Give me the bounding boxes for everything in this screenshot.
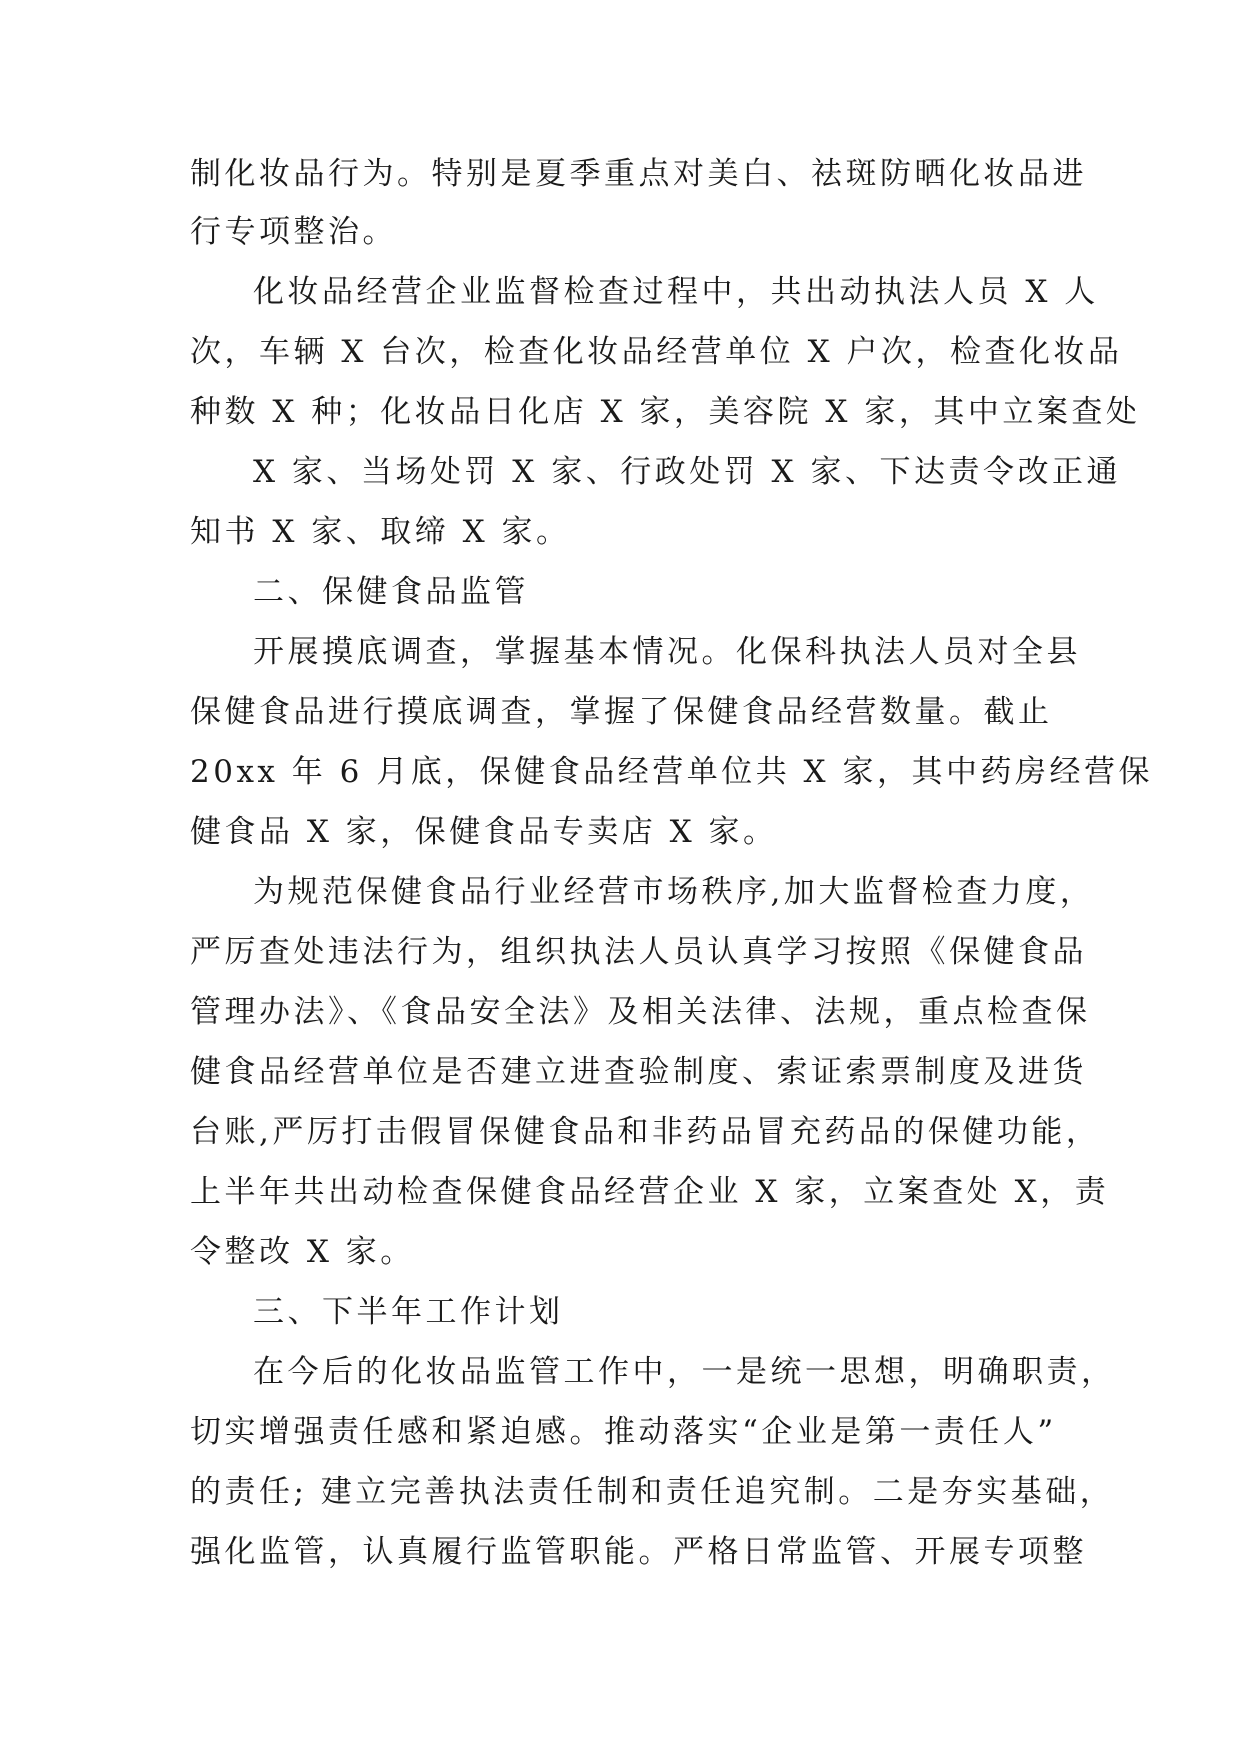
section-heading-2: 二、保健食品监管 xyxy=(253,574,529,610)
text-line: 次，车辆 X 台次，检查化妆品经营单位 X 户次，检查化妆品 xyxy=(190,334,1123,370)
text-line: 的责任; 建立完善执法责任制和责任追究制。二是夯实基础， xyxy=(190,1474,1115,1510)
paragraph-first-line: 化妆品经营企业监督检查过程中，共出动执法人员 X 人 xyxy=(253,274,1099,310)
text-line: X 家、当场处罚 X 家、行政处罚 X 家、下达责令改正通 xyxy=(253,454,1121,490)
paragraph-first-line: 开展摸底调查，掌握基本情况。化保科执法人员对全县 xyxy=(253,634,1081,670)
text-line: 健食品经营单位是否建立进查验制度、索证索票制度及进货 xyxy=(190,1054,1087,1090)
text-line: 严厉查处违法行为，组织执法人员认真学习按照《保健食品 xyxy=(190,934,1087,970)
text-line: 上半年共出动检查保健食品经营企业 X 家，立案查处 X，责 xyxy=(190,1174,1110,1210)
text-line: 台账,严厉打击假冒保健食品和非药品冒充药品的保健功能， xyxy=(190,1114,1101,1150)
text-line: 强化监管，认真履行监管职能。严格日常监管、开展专项整 xyxy=(190,1534,1087,1570)
section-heading-3: 三、下半年工作计划 xyxy=(253,1294,564,1330)
paragraph-first-line: 为规范保健食品行业经营市场秩序,加大监督检查力度， xyxy=(253,874,1095,910)
text-line: 令整改 X 家。 xyxy=(190,1234,415,1270)
text-line: 管理办法》、《食品安全法》及相关法律、法规，重点检查保 xyxy=(190,994,1091,1030)
text-line: 种数 X 种；化妆品日化店 X 家，美容院 X 家，其中立案查处 xyxy=(190,394,1141,430)
text-line: 制化妆品行为。特别是夏季重点对美白、祛斑防晒化妆品进 xyxy=(190,156,1087,192)
text-line: 知书 X 家、取缔 X 家。 xyxy=(190,514,571,550)
paragraph-first-line: 在今后的化妆品监管工作中，一是统一思想，明确职责， xyxy=(253,1354,1116,1390)
text-line: 行专项整治。 xyxy=(190,214,397,250)
text-line: 切实增强责任感和紧迫感。推动落实“企业是第一责任人” xyxy=(190,1414,1057,1450)
text-line: 保健食品进行摸底调查，掌握了保健食品经营数量。截止 xyxy=(190,694,1053,730)
text-line: 健食品 X 家，保健食品专卖店 X 家。 xyxy=(190,814,778,850)
text-line: 20xx 年 6 月底，保健食品经营单位共 X 家，其中药房经营保 xyxy=(190,754,1153,790)
